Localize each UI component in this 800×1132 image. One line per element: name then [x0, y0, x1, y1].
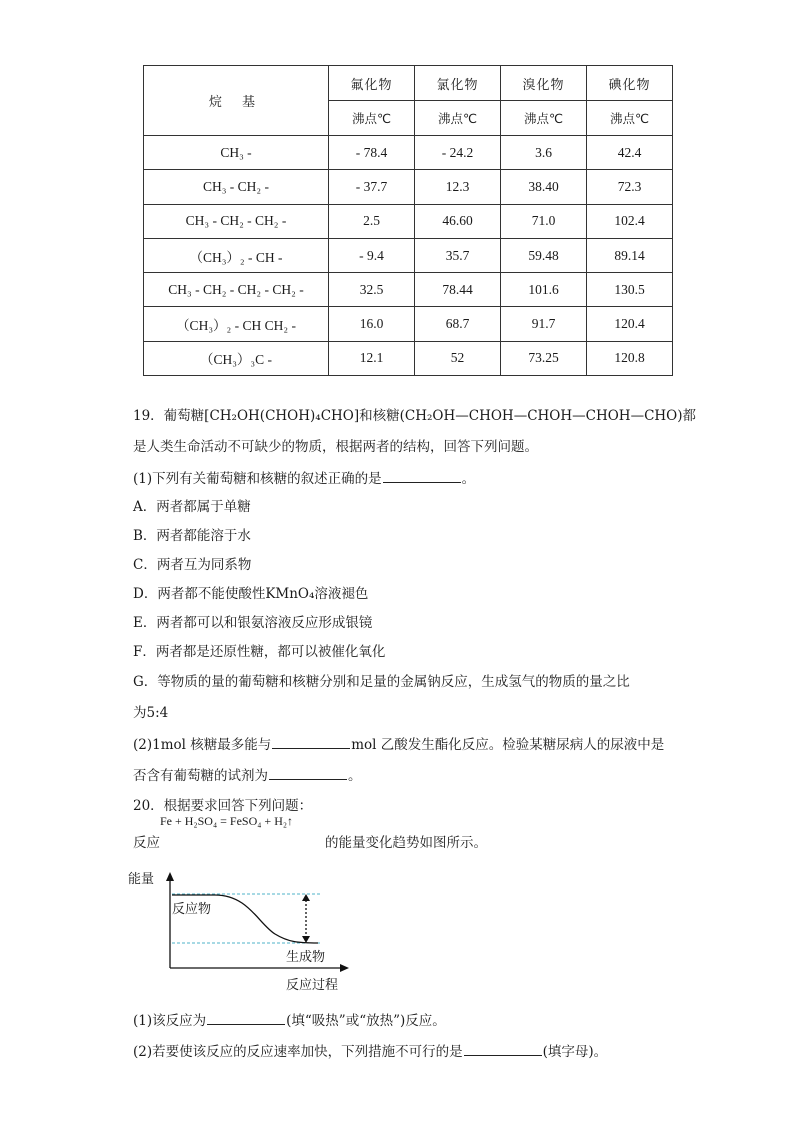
value-cell: - 37.7	[329, 170, 415, 204]
arrow-up-icon	[302, 894, 310, 901]
value-cell: - 78.4	[329, 136, 415, 170]
q20-part2-text: (2)若要使该反应的反应速率加快，下列措施不可行的是	[133, 1044, 463, 1060]
value-cell: 101.6	[501, 273, 587, 307]
q19-part2-text-c: 否含有葡萄糖的试剂为	[133, 768, 268, 784]
q19-part2-line-1	[133, 735, 664, 754]
value-cell: 91.7	[501, 307, 587, 341]
table-row	[144, 307, 673, 341]
value-cell: - 24.2	[415, 136, 501, 170]
q20-intro: 20．根据要求回答下列问题：	[133, 798, 313, 814]
value-cell: 42.4	[587, 136, 673, 170]
answer-blank[interactable]	[269, 766, 347, 780]
table-row	[144, 204, 673, 238]
boiling-point-table	[143, 65, 673, 376]
value-cell: 130.5	[587, 273, 673, 307]
q20-part2	[133, 1042, 607, 1061]
answer-blank[interactable]	[207, 1011, 285, 1025]
value-cell: 3.6	[501, 136, 587, 170]
table-row	[144, 273, 673, 307]
q19-part1-suffix: 。	[461, 471, 476, 487]
value-cell: 12.3	[415, 170, 501, 204]
alkyl-header: 烷 基	[144, 66, 329, 136]
table-row	[144, 341, 673, 375]
answer-blank[interactable]	[272, 735, 350, 749]
column-header-fluoride: 氟化物	[329, 66, 415, 101]
q19-part2-text-d: 。	[348, 768, 362, 784]
alkyl-cell: CH₃ - CH₂ - CH₂ -	[144, 204, 329, 238]
value-cell: 73.25	[501, 341, 587, 375]
value-cell: 46.60	[415, 204, 501, 238]
x-axis-arrow-icon	[340, 964, 349, 972]
value-cell: 68.7	[415, 307, 501, 341]
unit-header: 沸点℃	[501, 101, 587, 136]
q20-part1-suffix: (填“吸热”或“放热”)反应。	[286, 1013, 446, 1029]
value-cell: 78.44	[415, 273, 501, 307]
value-cell: 120.8	[587, 341, 673, 375]
value-cell: 35.7	[415, 238, 501, 272]
option-d: D．两者都不能使酸性KMnO₄溶液褪色	[133, 586, 369, 602]
answer-blank[interactable]	[383, 469, 461, 483]
q20-part1	[133, 1011, 446, 1030]
table-row	[144, 238, 673, 272]
answer-blank[interactable]	[464, 1042, 542, 1056]
option-e: E．两者都可以和银氨溶液反应形成银镜	[133, 615, 373, 631]
option-g-continued: 为5:4	[133, 705, 169, 721]
y-axis-arrow-icon	[166, 872, 174, 881]
value-cell: 59.48	[501, 238, 587, 272]
option-a: A．两者都属于单糖	[133, 499, 251, 515]
q19-part1-text: (1)下列有关葡萄糖和核糖的叙述正确的是	[133, 471, 382, 487]
q19-part2-text-a: (2)1mol 核糖最多能与	[133, 737, 272, 753]
value-cell: 120.4	[587, 307, 673, 341]
q20-part1-text: (1)该反应为	[133, 1013, 207, 1029]
unit-header: 沸点℃	[587, 101, 673, 136]
q20-reaction-line	[133, 834, 487, 852]
value-cell: 89.14	[587, 238, 673, 272]
reactant-label: 反应物	[172, 902, 212, 917]
option-c: C．两者互为同系物	[133, 557, 252, 573]
q19-part1	[133, 469, 475, 488]
value-cell: 12.1	[329, 341, 415, 375]
option-g: G．等物质的量的葡萄糖和核糖分别和足量的金属钠反应，生成氢气的物质的量之比	[133, 674, 630, 690]
table-row	[144, 136, 673, 170]
value-cell: - 9.4	[329, 238, 415, 272]
alkyl-cell: CH₃ - CH₂ -	[144, 170, 329, 204]
alkyl-cell: CH₃ -	[144, 136, 329, 170]
value-cell: 102.4	[587, 204, 673, 238]
reaction-prefix: 反应	[133, 835, 160, 851]
q19-part2-line-2	[133, 766, 362, 785]
option-b: B．两者都能溶于水	[133, 528, 251, 544]
reaction-suffix: 的能量变化趋势如图所示。	[325, 835, 487, 851]
q20-part2-suffix: (填字母)。	[542, 1044, 608, 1060]
reaction-equation: Fe + H₂SO₄ = FeSO₄ + H₂↑	[160, 814, 294, 828]
x-axis-label: 反应过程	[286, 978, 339, 993]
alkyl-cell: （CH₃）₃C -	[144, 341, 329, 375]
alkyl-cell: （CH₃）₂ - CH -	[144, 238, 329, 272]
value-cell: 71.0	[501, 204, 587, 238]
value-cell: 52	[415, 341, 501, 375]
value-cell: 16.0	[329, 307, 415, 341]
value-cell: 2.5	[329, 204, 415, 238]
energy-diagram	[130, 868, 370, 998]
product-label: 生成物	[286, 950, 326, 965]
column-header-bromide: 溴化物	[501, 66, 587, 101]
unit-header: 沸点℃	[329, 101, 415, 136]
unit-header: 沸点℃	[415, 101, 501, 136]
value-cell: 72.3	[587, 170, 673, 204]
q19-part2-text-b: mol 乙酸发生酯化反应。检验某糖尿病人的尿液中是	[351, 737, 665, 753]
alkyl-cell: （CH₃）₂ - CH CH₂ -	[144, 307, 329, 341]
column-header-chloride: 氯化物	[415, 66, 501, 101]
table-row	[144, 170, 673, 204]
value-cell: 38.40	[501, 170, 587, 204]
value-cell: 32.5	[329, 273, 415, 307]
column-header-iodide: 碘化物	[587, 66, 673, 101]
option-f: F．两者都是还原性糖，都可以被催化氧化	[133, 644, 386, 660]
q19-intro-line-1: 19．葡萄糖[CH₂OH(CHOH)₄CHO]和核糖(CH₂OH—CHOH—CHOH—CHOH—CHO)都	[133, 408, 697, 424]
q19-intro-line-2: 是人类生命活动不可缺少的物质，根据两者的结构，回答下列问题。	[133, 439, 538, 455]
y-axis-label: 能量	[128, 872, 155, 887]
alkyl-cell: CH₃ - CH₂ - CH₂ - CH₂ -	[144, 273, 329, 307]
